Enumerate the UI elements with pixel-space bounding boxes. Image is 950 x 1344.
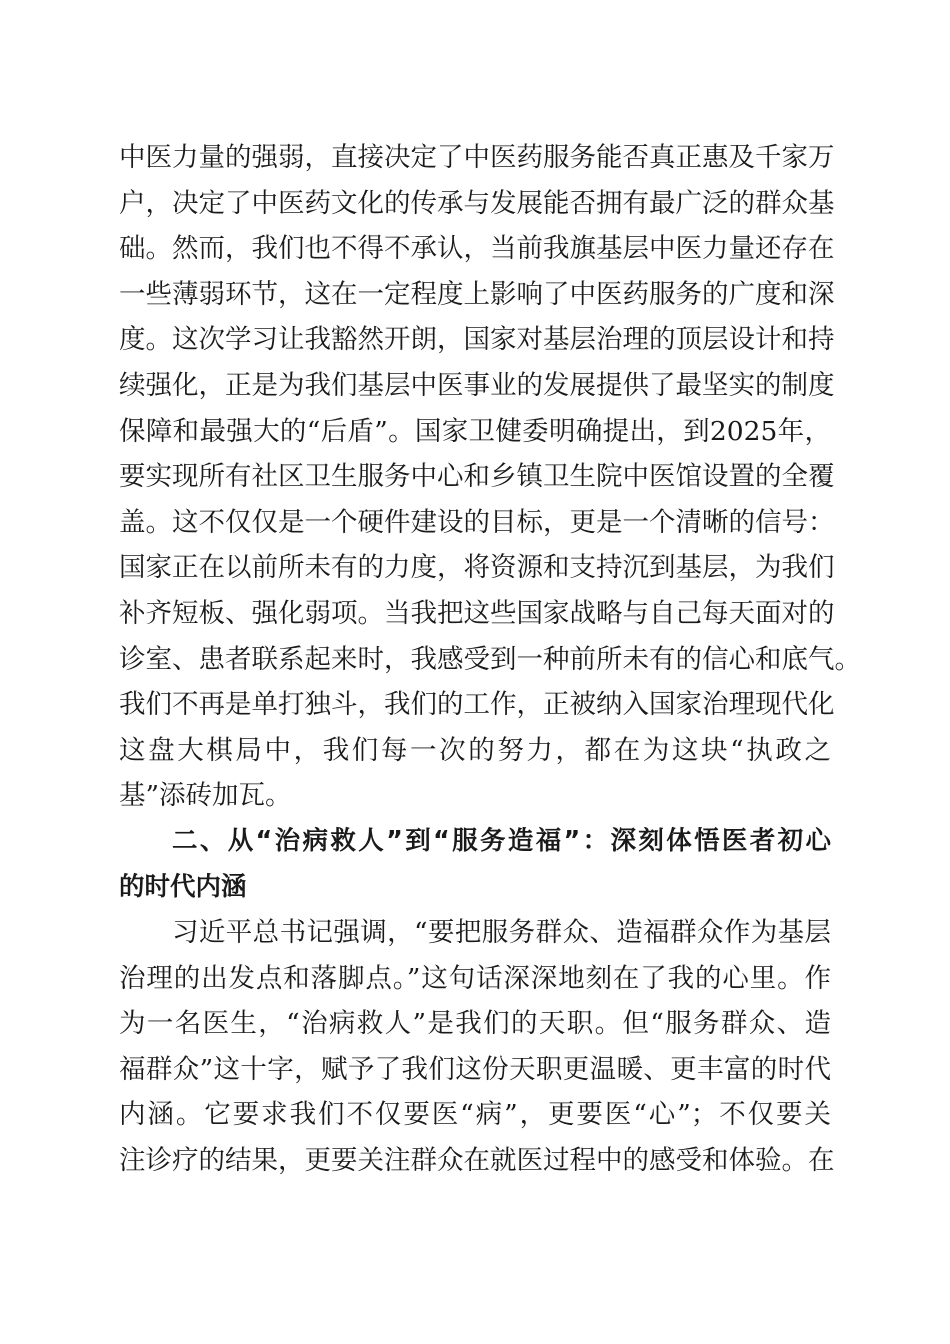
text-line: 补齐短板、强化弱项。当我把这些国家战略与自己每天面对的: [119, 597, 835, 629]
text-line: 治理的出发点和落脚点。”这句话深深地刻在了我的心里。作: [119, 962, 831, 994]
text-line: 一些薄弱环节，这在一定程度上影响了中医药服务的广度和深: [119, 278, 835, 310]
text-line: 福群众”这十字，赋予了我们这份天职更温暖、更丰富的时代: [119, 1053, 831, 1085]
text-line: 要实现所有社区卫生服务中心和乡镇卫生院中医馆设置的全覆: [119, 461, 835, 493]
heading-line: 的时代内涵: [119, 871, 247, 902]
heading-line: 二、从“治病救人”到“服务造福”：深刻体悟医者初心: [172, 825, 831, 856]
text-line: 内涵。它要求我们不仅要医“病”，更要医“心”；不仅要关: [119, 1099, 831, 1131]
text-line: 国家正在以前所未有的力度，将资源和支持沉到基层，为我们: [119, 552, 835, 584]
paragraph-1: [119, 135, 861, 819]
section-heading: [119, 819, 831, 910]
text-line: 盖。这不仅仅是一个硬件建设的目标，更是一个清晰的信号：: [119, 506, 835, 538]
text-line: 注诊疗的结果，更要关注群众在就医过程中的感受和体验。在: [119, 1145, 835, 1177]
text-line: 基”添砖加瓦。: [119, 780, 292, 812]
document-body: [119, 135, 861, 1184]
text-line: 续强化，正是为我们基层中医事业的发展提供了最坚实的制度: [119, 369, 835, 401]
text-line: 习近平总书记强调，“要把服务群众、造福群众作为基层: [172, 917, 831, 949]
paragraph-2: [119, 910, 835, 1184]
text-line: 诊室、患者联系起来时，我感受到一种前所未有的信心和底气。: [119, 643, 861, 675]
text-line: 础。然而，我们也不得不承认，当前我旗基层中医力量还存在: [119, 233, 835, 265]
text-line: 户，决定了中医药文化的传承与发展能否拥有最广泛的群众基: [119, 187, 835, 219]
text-line: 这盘大棋局中，我们每一次的努力，都在为这块“执政之: [119, 734, 831, 766]
text-line: 中医力量的强弱，直接决定了中医药服务能否真正惠及千家万: [119, 142, 835, 173]
text-line: 为一名医生，“治病救人”是我们的天职。但“服务群众、造: [119, 1008, 831, 1040]
text-line: 保障和最强大的“后盾”。国家卫健委明确提出，到2025年，: [119, 415, 831, 447]
text-line: 度。这次学习让我豁然开朗，国家对基层治理的顶层设计和持: [119, 324, 835, 356]
text-line: 我们不再是单打独斗，我们的工作，正被纳入国家治理现代化: [119, 689, 835, 721]
